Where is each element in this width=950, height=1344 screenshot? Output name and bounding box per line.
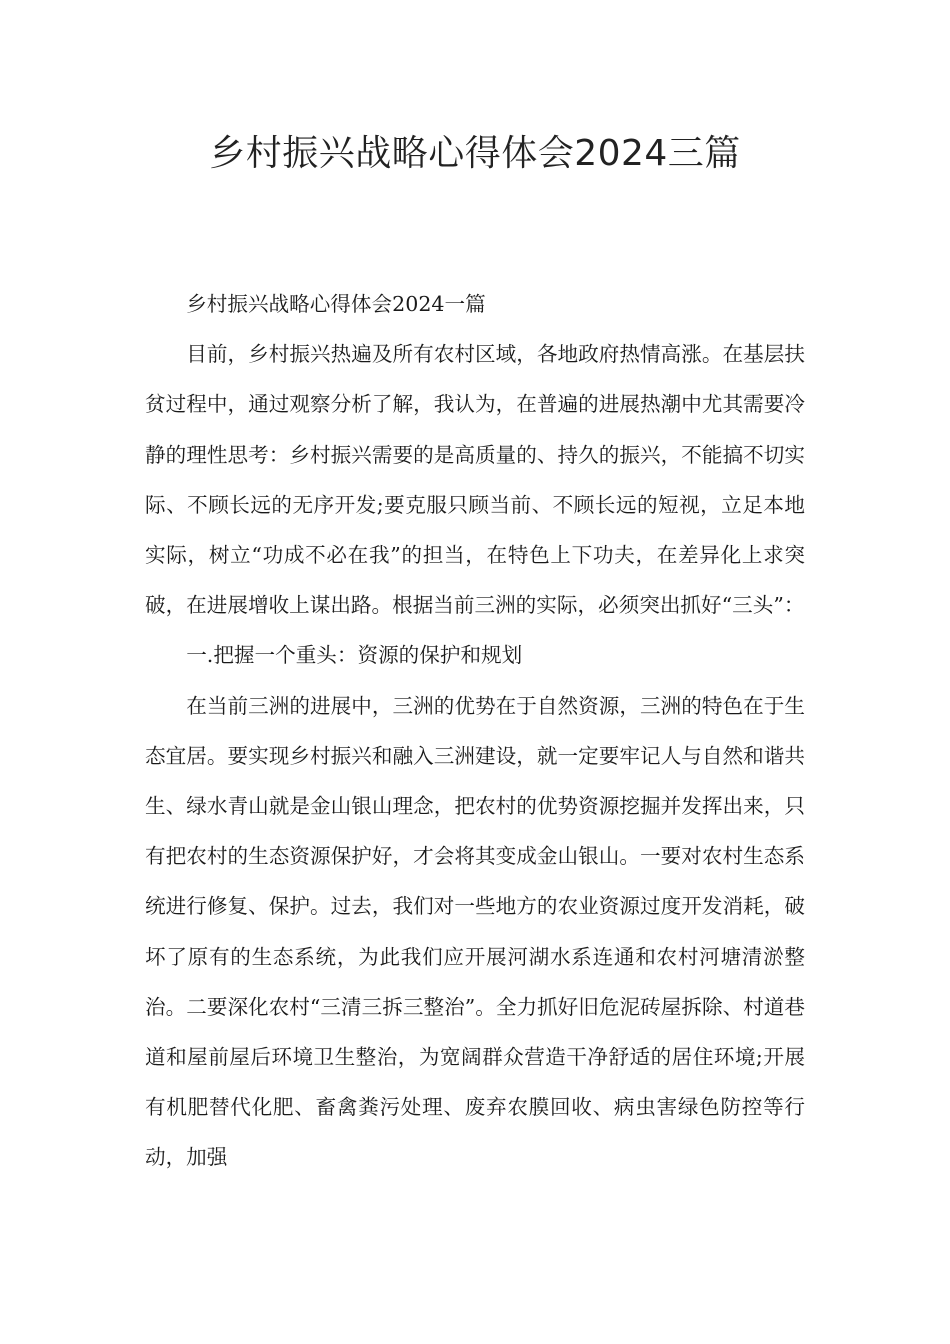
subheading: 一.把握一个重头：资源的保护和规划 — [186, 643, 523, 668]
document-title: 乡村振兴战略心得体会2024三篇 — [209, 133, 741, 174]
section-title: 乡村振兴战略心得体会2024一篇 — [186, 292, 486, 316]
paragraph: 在当前三洲的进展中，三洲的优势在于自然资源，三洲的特色在于生态宜居。要实现乡村振兴和融入三洲建设，就一定要牢记人与自然和谐共生、绿水青山就是金山银山理念，把农村的优势资源挖掘并发挥出来，只有把农村的生态资源保护好，才会将其变成金山银山。一要对农村生态系统进行修复、保护。过去，我们对一些地方的农业资源过度开发消耗，破坏了原有的生态系统，为此我们应开展河湖水系连通和农村河塘清淤整治。二要深化农村“三清三拆三整治”。全力抓好旧危泥砖屋拆除、村道巷道和屋前屋后环境卫生整治，为宽阔群众营造干净舒适的居住环境;开展有机肥替代化肥、畜禽粪污处理、废弃农膜回收、病虫害绿色防控等行动，加强 — [145, 693, 805, 1170]
document-body — [145, 279, 805, 1183]
paragraph: 目前，乡村振兴热遍及所有农村区域，各地政府热情高涨。在基层扶贫过程中，通过观察分析了解，我认为，在普遍的进展热潮中尤其需要冷静的理性思考：乡村振兴需要的是高质量的、持久的振兴，不能搞不切实际、不顾长远的无序开发;要克服只顾当前、不顾长远的短视，立足本地实际，树立“功成不必在我”的担当，在特色上下功夫，在差异化上求突破，在进展增收上谋出路。根据当前三洲的实际，必须突出抓好“三头”： — [145, 342, 805, 618]
